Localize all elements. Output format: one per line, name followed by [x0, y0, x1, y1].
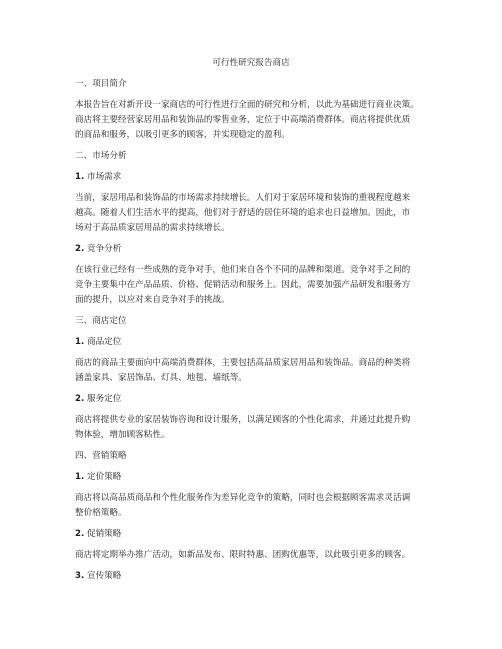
subheading-number: 2.: [75, 529, 85, 539]
document-title: 可行性研究报告商店: [212, 58, 290, 68]
paragraph-line: 整价格策略。: [75, 508, 127, 518]
subheading-label: 定价策略: [86, 472, 122, 482]
subheading-product-positioning: [75, 336, 121, 348]
paragraph-line: 的商品和服务，以吸引更多的顾客，并实现稳定的盈利。: [75, 130, 290, 140]
subheading-service-positioning: [75, 393, 121, 405]
subheading-pricing-strategy: [75, 471, 121, 483]
paragraph-line: 场对于高品质家居用品的需求持续增长。: [75, 223, 230, 233]
paragraph-line: 商店将以高品质商品和个性化服务作为差异化竞争的策略，同时也会根据顾客需求灵活调: [75, 493, 411, 503]
subheading-number: 1.: [75, 172, 85, 182]
paragraph-line: 商店的商品主要面向中高端消费群体，主要包括高品质家居用品和装饰品。商品的种类将: [75, 358, 411, 368]
paragraph-line: 本报告旨在对新开设一家商店的可行性进行全面的研究和分析，以此为基础进行商业决策。: [75, 100, 419, 110]
subheading-market-demand: [75, 171, 121, 183]
subheading-number: 3.: [75, 571, 85, 581]
subheading-label: 商品定位: [86, 337, 122, 347]
section-heading-project-intro: 一、项目简介: [75, 79, 127, 89]
paragraph-line: 在该行业已经有一些成熟的竞争对手，他们来自各个不同的品牌和渠道。竞争对手之间的: [75, 265, 411, 275]
section-heading-market-analysis: 二、市场分析: [75, 151, 127, 161]
subheading-label: 市场需求: [86, 172, 122, 182]
paragraph-line: 商店将提供专业的家居装饰咨询和设计服务，以满足顾客的个性化需求，并通过此提升购: [75, 415, 411, 425]
paragraph-line: 物体验，增加顾客粘性。: [75, 430, 170, 440]
subheading-label: 竞争分析: [86, 244, 122, 254]
paragraph-line: 商店将定期举办推广活动，如新品发布、限时特惠、团购优惠等，以此吸引更多的顾客。: [75, 550, 411, 560]
section-heading-marketing-strategy: 四、营销策略: [75, 451, 127, 461]
subheading-label: 促销策略: [86, 529, 122, 539]
subheading-label: 服务定位: [86, 394, 122, 404]
subheading-number: 1.: [75, 337, 85, 347]
paragraph-line: 涵盖家具、家居饰品、灯具、地毯、墙纸等。: [75, 373, 247, 383]
paragraph-line: 当前，家居用品和装饰品的市场需求持续增长。人们对于家居环境和装饰的重视程度越来: [75, 193, 411, 203]
subheading-number: 2.: [75, 394, 85, 404]
section-heading-store-positioning: 三、商店定位: [75, 316, 127, 326]
paragraph-line: 越高。随着人们生活水平的提高，他们对于舒适的居住环境的追求也日益增加。因此，市: [75, 208, 411, 218]
subheading-competition: [75, 243, 121, 255]
paragraph-line: 面的提升，以应对来自竞争对手的挑战。: [75, 295, 230, 305]
subheading-number: 2.: [75, 244, 85, 254]
subheading-publicity-strategy: [75, 570, 121, 582]
subheading-number: 1.: [75, 472, 85, 482]
subheading-promotion-strategy: [75, 528, 121, 540]
subheading-label: 宣传策略: [86, 571, 122, 581]
paragraph-line: 竞争主要集中在产品品质、价格、促销活动和服务上。因此，需要加强产品研发和服务方: [75, 280, 411, 290]
paragraph-line: 商店将主要经营家居用品和装饰品的零售业务，定位于中高端消费群体。商店将提供优质: [75, 115, 411, 125]
